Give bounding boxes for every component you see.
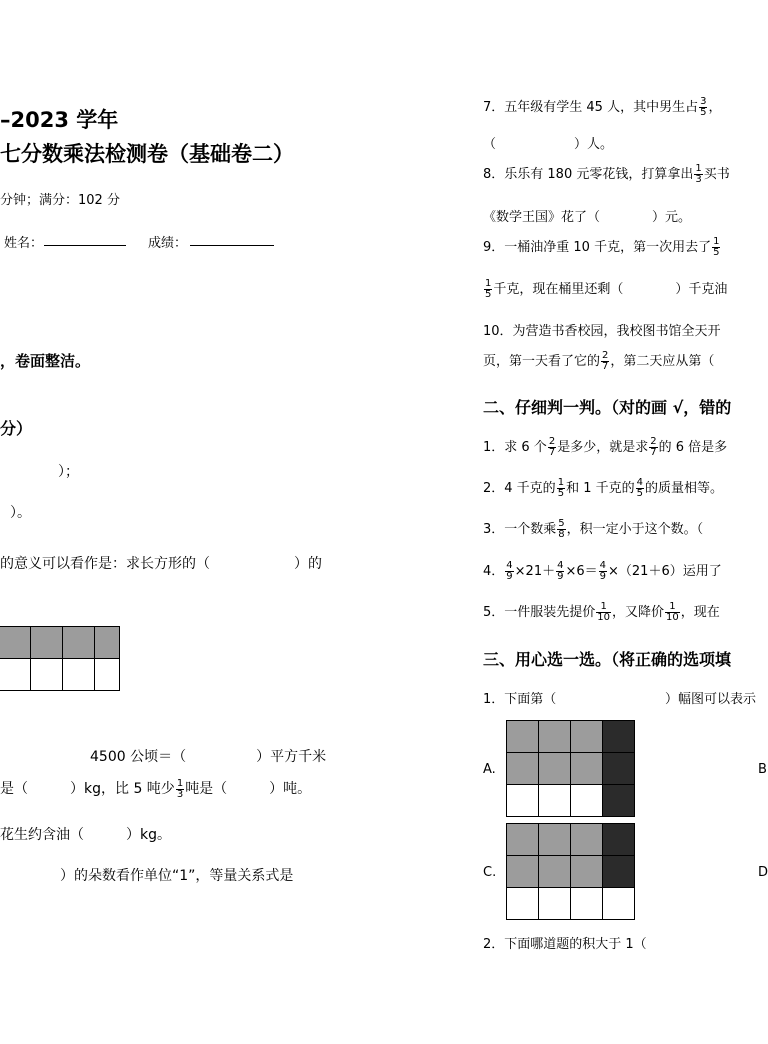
choice-1-text: 1．下面第（ [483, 692, 557, 707]
fraction-one-fifth: $\frac{1}{5}$ [485, 278, 492, 300]
judge-5-text-mid: ，又降价 [612, 605, 665, 620]
question-9-answer [483, 278, 727, 300]
grid-cell [571, 888, 603, 920]
fraction-two-sevenths: $\frac{2}{7}$ [602, 350, 609, 372]
option-d-label[interactable]: D [758, 865, 768, 880]
grid-cell [603, 888, 635, 920]
weight-question-part2: 吨是（ ）吨。 [185, 781, 312, 797]
diagram-cell [31, 659, 63, 691]
judge-4-text-end: ×（21＋6）运用了 [608, 564, 722, 579]
name-blank[interactable] [44, 232, 126, 246]
score-label: 成绩： [148, 236, 188, 251]
rectangle-meaning-question: 的意义可以看作是：求长方形的（ ）的 [0, 556, 322, 572]
score-blank[interactable] [190, 232, 274, 246]
time-score-info: 分钟；满分：102 分 [0, 193, 120, 208]
grid-cell [539, 824, 571, 856]
judge-3 [483, 518, 703, 540]
rectangle-fraction-diagram [0, 626, 120, 691]
judge-5 [483, 601, 720, 623]
question-7-answer: （ ）人。 [483, 137, 614, 152]
section1-points-fragment: 分） [0, 419, 33, 438]
judge-1-text: 1．求 6 个 [483, 440, 547, 455]
grid-cell [571, 721, 603, 753]
fraction-five-eighths: $\frac{5}{8}$ [558, 518, 565, 540]
answer-blank-1-end: ）； [58, 464, 79, 480]
fraction-four-ninths: $\frac{4}{9}$ [599, 560, 607, 582]
option-a-diagram[interactable] [506, 720, 635, 817]
grid-cell [603, 785, 635, 817]
grid-cell [507, 721, 539, 753]
grid-cell [507, 824, 539, 856]
judge-3-text-end: ，积一定小于这个数。（ [566, 522, 704, 537]
diagram-cell [31, 627, 63, 659]
judge-1 [483, 436, 727, 458]
question-8-answer: 《数学王国》花了（ ）元。 [483, 210, 692, 225]
fraction-two-sevenths: $\frac{2}{7}$ [548, 436, 556, 458]
fraction-one-third: $\frac{1}{3}$ [176, 777, 184, 800]
question-8-text: 8．乐乐有 180 元零花钱，打算拿出 [483, 167, 694, 182]
judge-1-text-end: 的 6 倍是多 [658, 440, 728, 455]
grid-cell [539, 753, 571, 785]
grid-cell [571, 753, 603, 785]
question-9-answer-text: 千克，现在桶里还剩（ ）千克油 [493, 282, 728, 297]
weight-question-part1: 是（ ）kg，比 5 吨少 [0, 781, 175, 797]
fraction-four-ninths: $\frac{4}{9}$ [557, 560, 564, 582]
grid-cell [571, 856, 603, 888]
grid-cell [603, 753, 635, 785]
grid-cell [603, 721, 635, 753]
option-c-diagram[interactable] [506, 823, 635, 920]
judge-2-text-end: 的质量相等。 [644, 481, 723, 496]
diagram-cell [63, 627, 95, 659]
fraction-two-sevenths: $\frac{2}{7}$ [650, 436, 657, 458]
grid-cell [507, 753, 539, 785]
choice-1-text-end: ）幅图可以表示 [665, 692, 757, 707]
question-7-text: 7．五年级有学生 45 人，其中男生占 [483, 100, 699, 115]
question-8 [483, 163, 730, 185]
question-7: 7．五年级有学生 45 人，其中男生占 $\frac{3}{5}$ ， [483, 96, 722, 118]
section-3-heading: 三、用心选一选。（将正确的选项填 [483, 650, 732, 669]
option-a-label[interactable]: A. [483, 762, 496, 777]
weight-question [0, 778, 311, 800]
grid-cell [571, 824, 603, 856]
judge-4: 4． $\frac{4}{9}$ ×21＋ $\frac{4}{9}$ ×6＝ $\frac{4}{9}$ ×（21＋6）运用了 [483, 560, 722, 582]
diagram-cell [0, 627, 31, 659]
fraction-one-tenth: $\frac{1}{10}$ [666, 601, 679, 623]
question-9-text: 9．一桶油净重 10 千克，第一次用去了 [483, 240, 712, 255]
exam-year-title: –2023 学年 [0, 108, 119, 132]
fraction-one-fifth: $\frac{1}{5}$ [713, 236, 720, 258]
fraction-one-third: $\frac{1}{3}$ [695, 163, 702, 185]
fraction-four-ninths: $\frac{4}{9}$ [506, 560, 513, 582]
grid-cell [507, 856, 539, 888]
option-c-label[interactable]: C. [483, 865, 497, 880]
neatness-note: ，卷面整洁。 [0, 352, 91, 370]
unit-one-question: ）的朵数看作单位“1”，等量关系式是 [60, 868, 294, 884]
diagram-cell [95, 659, 120, 691]
question-10-text-end: ，第二天应从第（ [610, 354, 715, 369]
judge-1-text-mid: 是多少，就是求 [557, 440, 649, 455]
judge-2-text: 2．4 千克的 [483, 481, 556, 496]
question-10-text: 页，第一天看了它的 [483, 354, 601, 369]
grid-cell [539, 888, 571, 920]
judge-5-text: 5．一件服装先提价 [483, 605, 596, 620]
grid-cell [539, 785, 571, 817]
name-label: 姓名： [4, 236, 44, 251]
fraction-one-tenth: $\frac{1}{10}$ [597, 601, 611, 623]
diagram-cell [0, 659, 31, 691]
exam-title: 七分数乘法检测卷（基础卷二） [0, 142, 294, 166]
grid-cell [603, 856, 635, 888]
fraction-four-fifths: $\frac{4}{5}$ [636, 477, 643, 499]
judge-4-text-mid: ×6＝ [565, 564, 598, 579]
grid-cell [571, 785, 603, 817]
fraction-one-fifth: $\frac{1}{5}$ [557, 477, 565, 499]
judge-2 [483, 477, 723, 499]
grid-cell [507, 888, 539, 920]
area-conversion-question: 4500 公顷＝（ ）平方千米 [90, 749, 327, 765]
judge-3-text: 3．一个数乘 [483, 522, 557, 537]
choice-2-text: 2．下面哪道题的积大于 1（ [483, 937, 647, 952]
question-10: 10．为营造书香校园，我校图书馆全天开 [483, 324, 721, 339]
option-b-label[interactable]: B [758, 762, 767, 777]
grid-cell [603, 824, 635, 856]
judge-5-text-end: ，现在 [680, 605, 720, 620]
grid-cell [507, 785, 539, 817]
judge-4-text: ×21＋ [514, 564, 556, 579]
diagram-cell [95, 627, 120, 659]
judge-2-text-mid: 和 1 千克的 [566, 481, 635, 496]
question-10-line2 [483, 350, 714, 372]
question-9 [483, 236, 721, 258]
fraction-three-fifths: $\frac{3}{5}$ [700, 96, 707, 118]
diagram-cell [63, 659, 95, 691]
section-2-heading: 二、仔细判一判。（对的画 √，错的 [483, 398, 732, 417]
grid-cell [539, 856, 571, 888]
answer-blank-2-end: ）。 [10, 505, 31, 521]
peanut-oil-question: 花生约含油（ ）kg。 [0, 827, 171, 843]
question-8-text-end: 买书 [703, 167, 730, 182]
grid-cell [539, 721, 571, 753]
